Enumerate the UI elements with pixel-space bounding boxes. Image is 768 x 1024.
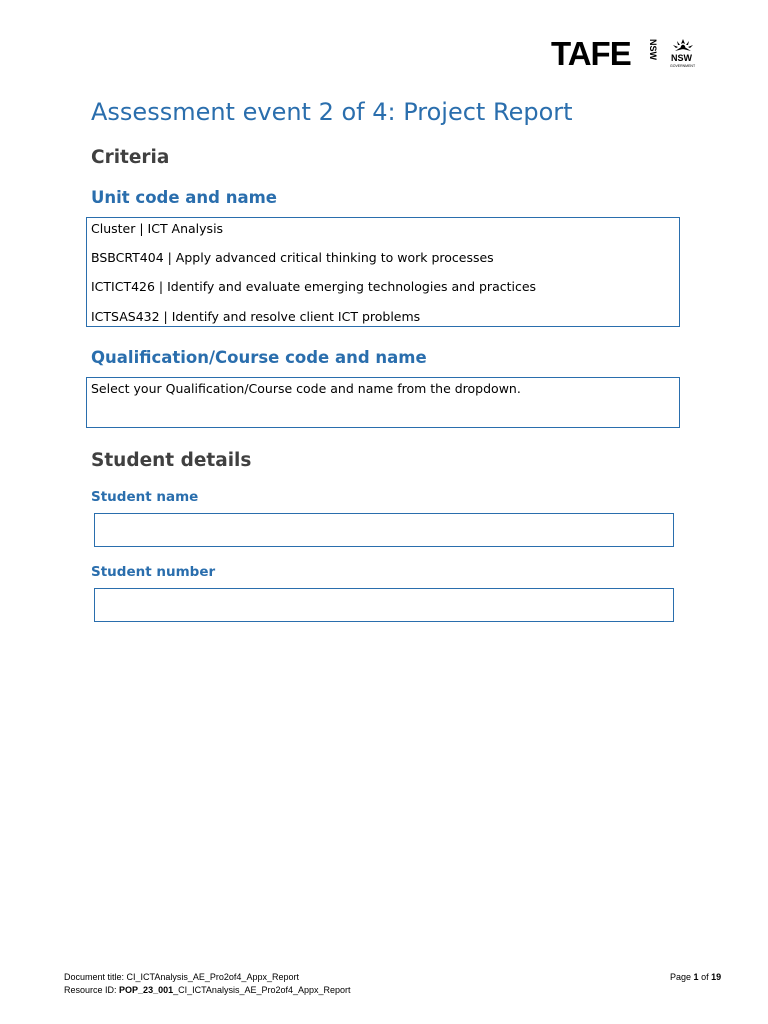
footer-doc-title-value: CI_ICTAnalysis_AE_Pro2of4_Appx_Report: [126, 972, 299, 982]
footer-page-total: 19: [711, 972, 722, 982]
tafe-nsw-logo: [551, 35, 697, 72]
footer-resource-id-bold: POP_23_001: [119, 985, 174, 995]
footer-resource-id-rest: _CI_ICTAnalysis_AE_Pro2of4_Appx_Report: [173, 985, 351, 995]
footer-page-current: 1: [693, 972, 699, 982]
footer-page-number: [670, 971, 721, 984]
qualification-dropdown[interactable]: [86, 377, 680, 428]
unit-item-ictsas432: ICTSAS432 | Identify and resolve client ICT problems: [91, 309, 421, 324]
logo-brand-text: TAFE: [551, 35, 631, 72]
logo-gov-mark: NSW: [671, 53, 692, 63]
student-details-heading: Student details: [91, 450, 252, 471]
unit-item-cluster: Cluster | ICT Analysis: [91, 221, 224, 236]
unit-item-icticT426: ICTICT426 | Identify and evaluate emerging technologies and practices: [91, 279, 537, 294]
footer-page-label: Page: [670, 972, 692, 982]
student-name-field[interactable]: [94, 513, 674, 547]
qualification-dropdown-value: Select your Qualification/Course code and name from the dropdown.: [91, 381, 521, 396]
footer-resource-id-label: Resource ID:: [64, 985, 117, 995]
footer-doc-title-label: Document title:: [64, 972, 125, 982]
footer-resource-id: [64, 984, 351, 997]
student-number-label: Student number: [91, 564, 216, 580]
page-title: Assessment event 2 of 4: Project Report: [91, 98, 573, 126]
unit-item-bsbcrt404: BSBCRT404 | Apply advanced critical thinking to work processes: [91, 250, 494, 265]
logo-brand-suffix: NSW: [648, 39, 658, 60]
student-name-label: Student name: [91, 489, 199, 505]
unit-code-heading: Unit code and name: [91, 188, 277, 207]
footer-document-title: [64, 971, 299, 984]
criteria-heading: Criteria: [91, 147, 170, 168]
qualification-heading: Qualification/Course code and name: [91, 348, 427, 367]
unit-list-box: [86, 217, 680, 327]
logo-gov-text: GOVERNMENT: [670, 64, 696, 68]
footer-page-of: of: [701, 972, 709, 982]
student-number-field[interactable]: [94, 588, 674, 622]
